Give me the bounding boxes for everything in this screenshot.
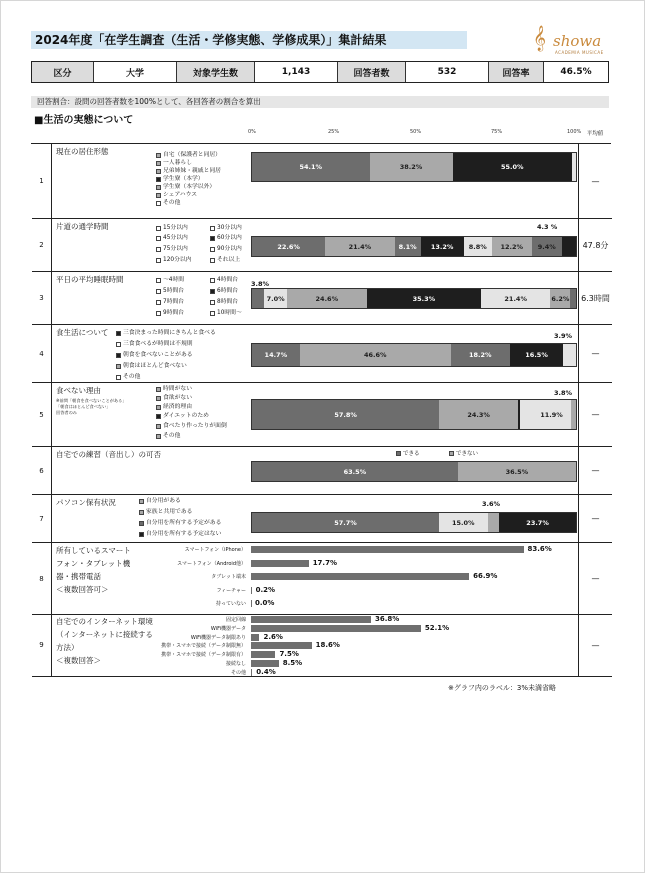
average-value: 6.3時間: [578, 272, 612, 324]
bar-segment: 18.2%: [451, 344, 510, 366]
option-legend: [156, 432, 180, 440]
hbar-label: 接続なし: [225, 661, 246, 667]
option-legend: [156, 167, 221, 175]
legend-swatch: [116, 331, 121, 336]
option-label: 4時間台: [217, 277, 239, 283]
bar-segment: 46.6%: [300, 344, 451, 366]
hbar-label: スマートフォン（Android他）: [177, 560, 246, 567]
hbar-value: 8.5%: [282, 659, 303, 667]
option-legend: [139, 530, 221, 538]
legend-label: できない: [456, 451, 479, 457]
legend-swatch: [156, 311, 161, 316]
bar-segment: [571, 400, 576, 429]
hbar-label: 携帯・スマホで接続（データ制限有）: [161, 652, 246, 659]
bar-segment: [563, 344, 576, 366]
bar-segment: 38.2%: [370, 153, 453, 181]
option-label: 学生寮（本学以外）: [163, 184, 216, 190]
avg-header: 平均値: [586, 131, 604, 137]
bar-segment: 7.0%: [264, 289, 287, 308]
hbar: [251, 625, 421, 632]
page-title: 2024年度「在学生調査（生活・学修実態、学修成果）」集計結果: [31, 31, 467, 49]
legend-swatch: [156, 387, 161, 392]
hbar: [251, 651, 275, 658]
option-label: 45分以内: [163, 235, 188, 241]
label-rate: 回答率: [489, 62, 544, 82]
legend-swatch: [156, 258, 161, 263]
option-label: 三食食べるが時間は不規則: [123, 341, 193, 347]
question-label: ＜複数回答可＞: [56, 585, 109, 594]
option-label: ～4時間: [163, 277, 185, 283]
option-label: 一人暮らし: [163, 160, 192, 166]
label-target: 対象学生数: [177, 62, 255, 82]
hbar-label: タブレット端末: [211, 574, 246, 580]
hbar: [251, 634, 259, 641]
legend-swatch: [210, 300, 215, 305]
bar-segment: 12.2%: [492, 237, 532, 256]
legend-swatch: [116, 353, 121, 358]
axis-tick: 0%: [248, 129, 256, 135]
row-number: 6: [32, 447, 52, 494]
question-label: 自宅での練習（音出し）の可否: [56, 450, 161, 459]
option-label: ダイエットのため: [163, 413, 209, 419]
average-value: —: [578, 383, 612, 446]
option-label: 食欲がない: [163, 395, 192, 401]
stacked-bar: [251, 343, 577, 367]
hbar-value: 2.6%: [263, 632, 283, 641]
option-legend: [156, 151, 221, 159]
question-label: パソコン保有状況: [56, 498, 116, 507]
table-row-9: [32, 614, 612, 677]
hbar-value: 52.1%: [424, 623, 450, 632]
legend-swatch: [116, 364, 121, 369]
question-label: 方法）: [56, 643, 79, 652]
option-label: 15分以内: [163, 225, 188, 231]
bar-segment: 16.5%: [510, 344, 564, 366]
legend-swatch: [156, 300, 161, 305]
option-label: 兄弟姉妹・親戚と同居: [163, 168, 221, 174]
question-label: （インターネットに接続する: [56, 630, 153, 639]
row-number: 2: [32, 219, 52, 271]
stacked-bar: [251, 152, 577, 182]
table-row-4: [32, 325, 612, 383]
question-label: 平日の平均睡眠時間: [56, 275, 124, 284]
legend-swatch: [210, 289, 215, 294]
legend-swatch: [156, 414, 161, 419]
legend-swatch: [156, 193, 161, 198]
outside-label: 3.9%: [554, 332, 573, 340]
axis-tick: 75%: [491, 129, 503, 135]
legend-item: [396, 449, 420, 457]
option-legend: [156, 256, 191, 264]
stacked-bar: [251, 236, 577, 257]
table-row-3: [32, 272, 612, 325]
option-legend: [156, 276, 184, 284]
option-label: 自分用を所有する予定はない: [146, 531, 222, 537]
option-label: 家族と共用である: [146, 509, 193, 515]
legend-swatch: [139, 510, 144, 515]
bar-segment: 23.7%: [499, 513, 576, 532]
bar-segment: 14.7%: [252, 344, 300, 366]
hbar-value: 0.4%: [256, 667, 276, 676]
question-label: 食べない理由: [56, 386, 101, 395]
question-label: ＜複数回答＞: [56, 656, 101, 665]
option-legend: [156, 385, 192, 393]
hbar-value: 18.6%: [315, 641, 340, 650]
question-subnote: 「朝食はほとんど食べない」: [56, 404, 111, 409]
logo-sub: ACADEMIA MUSICAE: [555, 50, 604, 55]
bar-segment: 8.1%: [395, 237, 421, 256]
bar-segment: 54.1%: [252, 153, 370, 181]
hbar: [251, 560, 309, 567]
value-resp: 532: [406, 62, 489, 82]
legend-swatch: [156, 396, 161, 401]
option-legend: [156, 412, 209, 420]
legend-swatch: [210, 226, 215, 231]
option-label: 5時間台: [163, 288, 185, 294]
option-legend: [156, 234, 188, 242]
hbar: [251, 573, 469, 580]
bar-segment: [252, 289, 264, 308]
option-label: 食べたり作ったりが面倒: [163, 423, 227, 429]
table-row-2: [32, 219, 612, 272]
option-label: 120分以内: [163, 257, 192, 263]
option-legend: [156, 298, 184, 306]
hbar: [251, 616, 371, 623]
bar-segment: 57.7%: [252, 513, 439, 532]
hbar-value: 0.2%: [255, 585, 276, 594]
legend-swatch: [156, 169, 161, 174]
table-row-7: [32, 495, 612, 543]
option-legend: [156, 175, 204, 183]
row-number: 4: [32, 325, 52, 382]
section-heading: ■生活の実態について: [34, 115, 134, 126]
option-legend: [210, 245, 242, 253]
axis-tick: 100%: [567, 129, 582, 135]
legend-swatch: [210, 311, 215, 316]
outside-label: 3.8%: [554, 389, 573, 397]
hbar-label: 携帯・スマホで接続（データ制限無）: [161, 643, 246, 650]
bar-segment: 21.4%: [481, 289, 550, 308]
option-label: 30分以内: [217, 225, 242, 231]
question-subnote: 回答者のみ: [56, 410, 77, 415]
table-row-6: [32, 447, 612, 495]
option-legend: [116, 329, 216, 337]
table-row-5: [32, 383, 612, 447]
bar-segment: 9.4%: [532, 237, 562, 256]
legend-swatch: [156, 247, 161, 252]
legend-swatch: [210, 278, 215, 283]
option-label: 自分用を所有する予定がある: [146, 520, 222, 526]
legend-swatch: [156, 226, 161, 231]
treble-clef-icon: 𝄞: [533, 26, 547, 51]
hbar-value: 36.8%: [374, 615, 400, 623]
legend-swatch: [210, 236, 215, 241]
bar-segment: 8.8%: [464, 237, 493, 256]
legend-swatch: [156, 289, 161, 294]
option-legend: [116, 362, 187, 370]
row-number: 9: [32, 614, 52, 676]
legend-item: [449, 449, 478, 457]
hbar-label: スマートフォン（iPhone）: [184, 547, 246, 553]
option-legend: [156, 191, 197, 199]
bar-segment: 55.0%: [453, 153, 573, 181]
option-legend: [156, 199, 180, 207]
average-value: —: [578, 614, 612, 676]
row-number: 1: [32, 144, 52, 218]
stacked-bar: [251, 461, 577, 482]
option-label: 朝食はほとんど食べない: [123, 363, 187, 369]
row-number: 7: [32, 495, 52, 542]
legend-swatch: [156, 405, 161, 410]
bar-segment: 57.8%: [252, 400, 439, 429]
hbar: [251, 669, 252, 676]
question-label: 器・携帯電話: [56, 572, 101, 581]
survey-table: [31, 143, 611, 676]
legend-swatch: [116, 375, 121, 380]
option-legend: [210, 224, 242, 232]
option-label: 7時間台: [163, 299, 185, 305]
legend-swatch: [156, 161, 161, 166]
option-label: 三食決まった時間にきちんと食べる: [123, 330, 216, 336]
legend-swatch: [116, 342, 121, 347]
option-legend: [156, 287, 184, 295]
hbar-label: 固定回線: [225, 617, 246, 623]
option-legend: [139, 497, 181, 505]
average-value: —: [578, 495, 612, 542]
question-label: 自宅でのインターネット環境: [56, 617, 153, 626]
label-resp: 回答者数: [338, 62, 406, 82]
option-label: 9時間台: [163, 310, 185, 316]
stacked-bar: [251, 399, 577, 430]
hbar-label: WiFi機器データ: [210, 625, 246, 632]
option-label: 経済的理由: [163, 404, 192, 410]
bar-segment: [562, 237, 576, 256]
option-legend: [210, 234, 242, 242]
average-value: —: [578, 144, 612, 218]
option-label: 自分用がある: [146, 498, 181, 504]
legend-label: できる: [403, 451, 420, 457]
stacked-bar: [251, 512, 577, 533]
option-label: 8時間台: [217, 299, 239, 305]
outside-label: 4.3 %: [537, 223, 558, 231]
legend-swatch: [396, 451, 401, 456]
hbar-value: 0.0%: [255, 599, 275, 607]
value-target: 1,143: [255, 62, 338, 82]
option-label: 朝食を食べないことがある: [123, 352, 193, 358]
table-row-8: [32, 543, 612, 615]
bar-segment: 6.2%: [550, 289, 570, 308]
average-value: —: [578, 543, 612, 614]
hbar-label: フィーチャー: [216, 587, 246, 594]
stacked-bar: [251, 288, 577, 309]
option-legend: [139, 508, 192, 516]
option-legend: [156, 422, 227, 430]
legend-swatch: [156, 236, 161, 241]
row-number: 8: [32, 543, 52, 614]
bar-segment: 24.3%: [439, 400, 518, 429]
option-label: 自宅（保護者と同居）: [163, 152, 221, 158]
option-label: それ以上: [217, 257, 241, 263]
hbar-value: 66.9%: [473, 572, 498, 580]
question-label: 現在の居住形態: [56, 147, 109, 156]
option-legend: [156, 224, 188, 232]
note: 回答割合：設問の回答者数を100%として、各回答者の割合を算出: [31, 96, 609, 108]
stats-table: [31, 61, 609, 83]
bar-segment: 35.3%: [367, 289, 481, 308]
option-legend: [116, 340, 193, 348]
question-label: 食生活について: [56, 328, 109, 337]
hbar: [251, 600, 252, 607]
logo-name: showa: [553, 32, 602, 50]
legend-swatch: [210, 258, 215, 263]
option-label: その他: [163, 433, 181, 439]
option-label: 75分以内: [163, 246, 188, 252]
row-number: 5: [32, 383, 52, 446]
average-value: —: [578, 447, 612, 494]
bar-segment: 22.6%: [252, 237, 325, 256]
legend-swatch: [156, 201, 161, 206]
bar-segment: 11.9%: [532, 400, 571, 429]
hbar-label: その他: [230, 669, 246, 676]
legend-swatch: [156, 177, 161, 182]
bar-segment: 36.5%: [458, 462, 576, 481]
option-label: その他: [123, 374, 141, 380]
hbar: [251, 546, 524, 553]
footnote: ※グラフ内のラベル：3%未満省略: [448, 684, 556, 692]
bar-segment: 21.4%: [325, 237, 394, 256]
label-kubun: 区分: [32, 62, 94, 82]
bar-segment: 15.0%: [439, 513, 488, 532]
bar-segment: [572, 153, 576, 181]
average-value: 47.8分: [578, 219, 612, 271]
option-label: 時間がない: [163, 386, 192, 392]
bar-segment: [488, 513, 500, 532]
legend-swatch: [156, 278, 161, 283]
legend-swatch: [156, 185, 161, 190]
option-label: 10時間～: [217, 310, 242, 316]
axis-tick: 50%: [410, 129, 422, 135]
option-legend: [156, 403, 192, 411]
question-subnote: ※前問「朝食を食べないことがある」: [56, 398, 127, 403]
option-legend: [156, 394, 192, 402]
option-legend: [116, 373, 140, 381]
hbar: [251, 587, 252, 594]
average-value: —: [578, 325, 612, 382]
option-label: 学生寮（本学）: [163, 176, 204, 182]
bar-segment: 63.5%: [252, 462, 458, 481]
question-label: 所有しているスマート: [56, 546, 131, 555]
option-legend: [210, 298, 238, 306]
hbar: [251, 642, 312, 649]
legend-swatch: [210, 247, 215, 252]
legend-swatch: [139, 532, 144, 537]
bar-segment: [520, 400, 532, 429]
option-legend: [139, 519, 221, 527]
legend-swatch: [156, 153, 161, 158]
value-rate: 46.5%: [560, 67, 592, 77]
hbar-label: 持っていない: [215, 601, 246, 607]
bar-segment: 13.2%: [421, 237, 464, 256]
legend-swatch: [156, 434, 161, 439]
option-legend: [210, 287, 238, 295]
hbar: [251, 660, 279, 667]
outside-label: 3.8%: [251, 280, 270, 288]
hbar-value: 7.5%: [279, 650, 299, 659]
row-number: 3: [32, 272, 52, 324]
axis-tick: 25%: [328, 129, 340, 135]
showa-logo: [531, 26, 621, 58]
option-legend: [210, 309, 242, 317]
option-legend: [156, 245, 188, 253]
option-legend: [210, 276, 238, 284]
option-label: 90分以内: [217, 246, 242, 252]
option-label: 60分以内: [217, 235, 242, 241]
bar-segment: 24.6%: [287, 289, 367, 308]
option-legend: [156, 159, 192, 167]
legend-swatch: [156, 424, 161, 429]
option-label: シェアハウス: [163, 192, 198, 198]
option-legend: [116, 351, 193, 359]
legend-swatch: [139, 499, 144, 504]
option-legend: [210, 256, 240, 264]
question-label: 片道の通学時間: [56, 222, 109, 231]
hbar-value: 83.6%: [527, 545, 552, 553]
question-label: フォン・タブレット機: [56, 559, 131, 568]
option-label: その他: [163, 200, 181, 206]
option-label: 6時間台: [217, 288, 239, 294]
hbar-value: 17.7%: [312, 558, 337, 567]
table-row-1: [32, 144, 612, 219]
legend-swatch: [139, 521, 144, 526]
option-legend: [156, 183, 215, 191]
value-kubun: 大学: [94, 62, 177, 82]
bar-segment: [570, 289, 576, 308]
legend-swatch: [449, 451, 454, 456]
hbar-label: WiFi機器データ制限あり: [190, 634, 246, 641]
option-legend: [156, 309, 184, 317]
outside-label: 3.6%: [482, 500, 501, 508]
